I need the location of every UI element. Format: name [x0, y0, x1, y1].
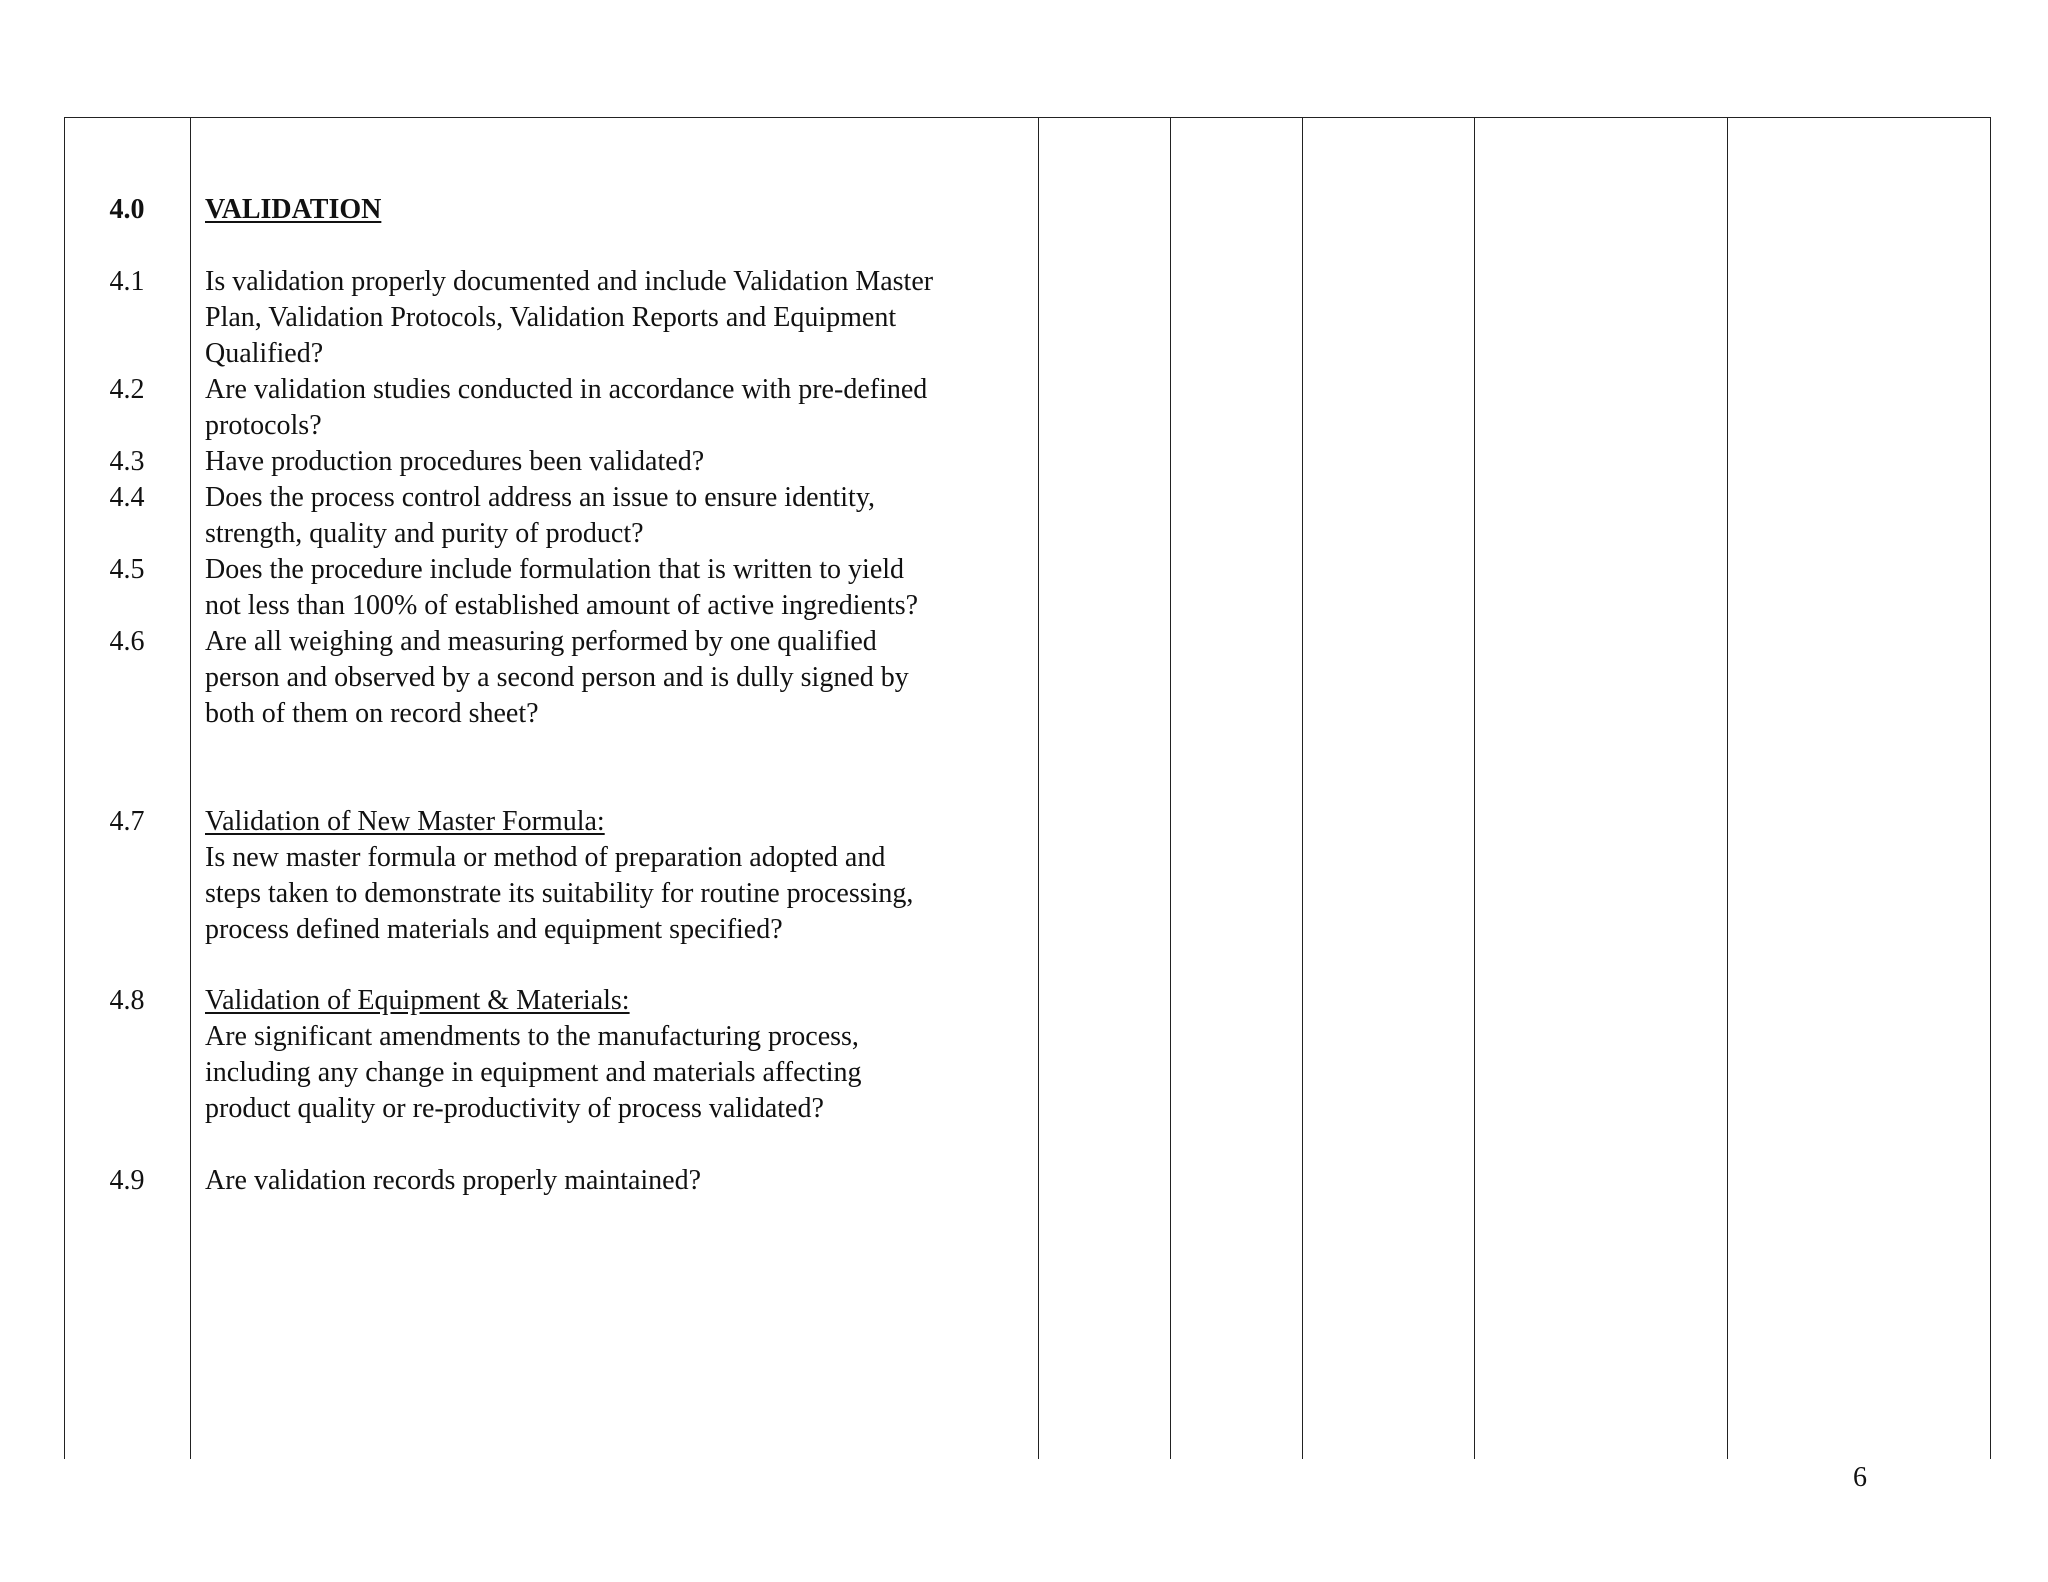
item-text	[205, 480, 1035, 552]
item-text	[205, 624, 1035, 732]
column-divider-4	[1727, 117, 1728, 1459]
column-divider-1	[1170, 117, 1171, 1459]
item-heading: Validation of Equipment & Materials:	[205, 985, 630, 1016]
page-number: 6	[1853, 1462, 1867, 1493]
item-number: 4.2	[109, 374, 145, 405]
item-text	[205, 983, 1035, 1127]
column-divider-3	[1474, 117, 1475, 1459]
item-line: Are all weighing and measuring performed by one qualified	[205, 626, 877, 657]
item-line: Plan, Validation Protocols, Validation Reports and Equipment	[205, 302, 897, 333]
item-line: Have production procedures been validated?	[205, 446, 705, 477]
item-heading: Validation of New Master Formula:	[205, 806, 605, 837]
item-line: process defined materials and equipment specified?	[205, 914, 783, 945]
item-line: Is new master formula or method of preparation adopted and	[205, 842, 886, 873]
item-number: 4.3	[109, 446, 145, 477]
item-number: 4.7	[109, 806, 145, 837]
item-number: 4.5	[109, 554, 145, 585]
column-divider-number	[190, 117, 191, 1459]
column-divider-2	[1302, 117, 1303, 1459]
item-line: product quality or re-productivity of process validated?	[205, 1093, 824, 1124]
item-line: Does the procedure include formulation that is written to yield	[205, 554, 905, 585]
item-line: including any change in equipment and materials affecting	[205, 1057, 862, 1088]
item-number: 4.6	[109, 626, 145, 657]
item-line: both of them on record sheet?	[205, 698, 539, 729]
item-line: steps taken to demonstrate its suitability for routine processing,	[205, 878, 914, 909]
item-number: 4.9	[109, 1165, 145, 1196]
item-line: Is validation properly documented and include Validation Master	[205, 266, 934, 297]
item-line: not less than 100% of established amount of active ingredients?	[205, 590, 919, 621]
item-line: Are significant amendments to the manufacturing process,	[205, 1021, 859, 1052]
item-line: protocols?	[205, 410, 322, 441]
item-text	[205, 444, 1035, 480]
table-border-left	[64, 117, 65, 1459]
section-number: 4.0	[109, 194, 145, 225]
section-title: VALIDATION	[205, 194, 382, 225]
item-line: Does the process control address an issue to ensure identity,	[205, 482, 876, 513]
item-number: 4.8	[109, 985, 145, 1016]
table-border-right	[1990, 117, 1991, 1459]
item-text	[205, 552, 1035, 624]
item-text	[205, 372, 1035, 444]
item-text	[205, 804, 1035, 948]
item-text	[205, 264, 1035, 372]
item-text	[205, 1163, 1035, 1199]
item-line: Qualified?	[205, 338, 324, 369]
item-line: strength, quality and purity of product?	[205, 518, 644, 549]
column-divider-question	[1038, 117, 1039, 1459]
item-line: person and observed by a second person and is dully signed by	[205, 662, 909, 693]
item-number: 4.4	[109, 482, 145, 513]
item-line: Are validation records properly maintained?	[205, 1165, 702, 1196]
item-line: Are validation studies conducted in accordance with pre-defined	[205, 374, 928, 405]
item-number: 4.1	[109, 266, 145, 297]
